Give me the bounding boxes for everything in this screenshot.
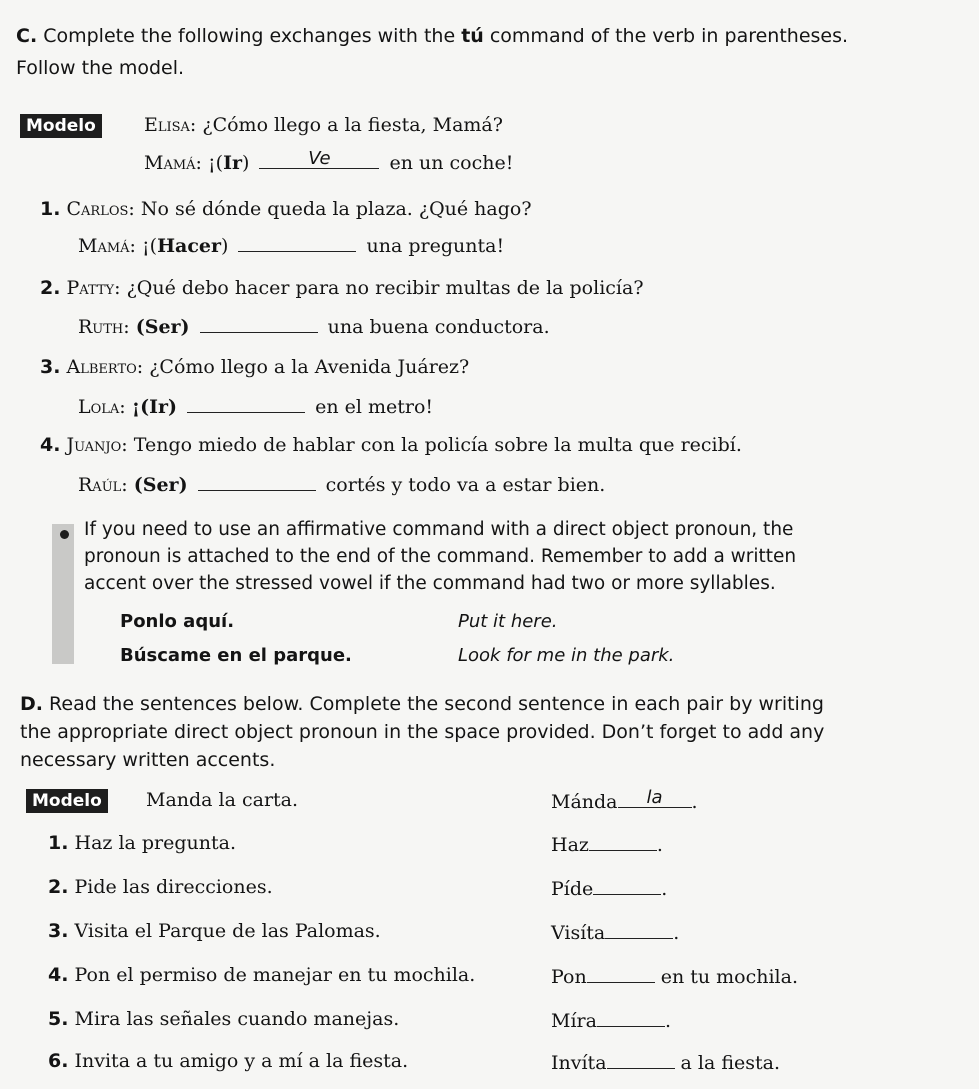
example-spanish: Búscame en el parque.	[120, 645, 352, 666]
suffix: )	[168, 396, 177, 418]
modelo-badge-c: Modelo	[20, 114, 102, 138]
item-number: 2.	[40, 277, 61, 299]
stem: Haz	[551, 834, 589, 856]
instruction-text: Read the sentences below. Complete the second sentence in each pair by writing	[49, 693, 824, 715]
speaker: Mamá:	[78, 235, 136, 257]
d-item-3-answer	[551, 920, 679, 944]
after-text: .	[656, 834, 663, 856]
example-spanish: Ponlo aquí.	[120, 611, 235, 632]
section-d-instructions-3: necessary written accents.	[20, 749, 276, 771]
handwritten-answer: la	[646, 787, 663, 808]
d-item-6	[48, 1050, 408, 1072]
d-item-1	[48, 832, 236, 854]
answer-blank	[259, 150, 379, 169]
after-text: .	[664, 1010, 671, 1032]
answer-blank	[618, 789, 692, 808]
c-item-3-line1	[40, 356, 469, 378]
d-item-4	[48, 964, 475, 986]
c-item-4-line1	[40, 434, 742, 456]
stem: Invíta	[551, 1052, 607, 1074]
c-item-1-line2	[78, 233, 504, 257]
d-model-sentence: Manda la carta.	[146, 789, 299, 811]
c-item-4-line2	[78, 472, 605, 496]
answer-blank[interactable]	[605, 920, 673, 939]
sentence: Mira las señales cuando manejas.	[74, 1008, 400, 1030]
d-item-1-answer	[551, 832, 663, 856]
section-c-instructions-line2: Follow the model.	[16, 57, 185, 79]
item-number: 4.	[40, 434, 61, 456]
after-text: una pregunta!	[366, 235, 505, 257]
verb: Ir	[223, 152, 242, 174]
answer-blank[interactable]	[198, 472, 316, 491]
dialogue: ¿Qué debo hacer para no recibir multas de la policía?	[126, 277, 644, 299]
prefix: ¡(	[142, 235, 158, 257]
example-english: Put it here.	[458, 611, 558, 632]
section-c-letter: C.	[16, 25, 38, 47]
stem: Píde	[551, 878, 594, 900]
speaker: Raúl:	[78, 474, 128, 496]
sentence: Pon el permiso de manejar en tu mochila.	[74, 964, 476, 986]
c-item-3-line2	[78, 394, 433, 418]
prefix: ¡(	[131, 396, 150, 418]
d-item-4-answer	[551, 964, 798, 988]
handwritten-answer: Ve	[308, 148, 331, 169]
suffix: )	[221, 235, 229, 257]
sentence: Invita a tu amigo y a mí a la fiesta.	[74, 1050, 409, 1072]
d-item-5	[48, 1008, 399, 1030]
c-item-2-line2	[78, 314, 550, 338]
tip-line-1: If you need to use an affirmative command with a direct object pronoun, the	[84, 519, 794, 540]
item-number: 3.	[40, 356, 61, 378]
d-model-answer	[551, 789, 698, 813]
modelo-badge-d: Modelo	[26, 789, 108, 813]
stem: Míra	[551, 1010, 597, 1032]
section-d-instructions-2: the appropriate direct object pronoun in the space provided. Don’t forget to add any	[20, 721, 825, 743]
answer-blank[interactable]	[593, 876, 661, 895]
after-text: .	[673, 922, 680, 944]
speaker: Carlos:	[66, 198, 135, 220]
item-number: 4.	[48, 964, 69, 986]
after-text: en un coche!	[389, 152, 514, 174]
after-text: una buena conductora.	[327, 316, 550, 338]
tip-line-2: pronoun is attached to the end of the command. Remember to add a written	[84, 546, 797, 567]
item-number: 6.	[48, 1050, 69, 1072]
verb: Ser	[144, 316, 181, 338]
prefix: (	[133, 474, 143, 496]
suffix: )	[178, 474, 188, 496]
answer-blank[interactable]	[187, 394, 305, 413]
c-item-2-line1	[40, 277, 644, 299]
stem: Pon	[551, 966, 587, 988]
item-number: 3.	[48, 920, 69, 942]
answer-blank[interactable]	[589, 832, 657, 851]
after-text: en tu mochila.	[660, 966, 798, 988]
answer-blank[interactable]	[200, 314, 318, 333]
after-text: en el metro!	[315, 396, 434, 418]
d-item-5-answer	[551, 1008, 671, 1032]
speaker: Patty:	[66, 277, 121, 299]
c-item-1-line1	[40, 198, 532, 220]
section-d-instructions-1	[20, 690, 824, 718]
dialogue: ¿Cómo llego a la Avenida Juárez?	[149, 356, 470, 378]
speaker: Juanjo:	[66, 434, 128, 456]
sentence: Pide las direcciones.	[74, 876, 273, 898]
verb: Hacer	[157, 235, 221, 257]
after-text: a la fiesta.	[680, 1052, 780, 1074]
after-text: cortés y todo va a estar bien.	[325, 474, 606, 496]
stem: Visíta	[551, 922, 606, 944]
bullet-icon	[60, 530, 69, 539]
suffix: )	[180, 316, 190, 338]
model-c-line1	[144, 114, 503, 136]
item-number: 1.	[48, 832, 69, 854]
tip-line-3: accent over the stressed vowel if the command had two or more syllables.	[84, 573, 776, 594]
section-c-instructions	[16, 22, 848, 50]
d-item-3	[48, 920, 381, 942]
instruction-text-end: command of the verb in parentheses.	[483, 25, 849, 47]
dialogue: ¿Cómo llego a la fiesta, Mamá?	[202, 114, 503, 136]
after-text: .	[661, 878, 668, 900]
sentence: Visita el Parque de las Palomas.	[74, 920, 381, 942]
answer-blank[interactable]	[587, 964, 655, 983]
prefix: (	[135, 316, 145, 338]
instruction-text: Complete the following exchanges with the	[43, 25, 462, 47]
answer-blank[interactable]	[597, 1008, 665, 1027]
dialogue: Tengo miedo de hablar con la policía sobre la multa que recibí.	[133, 434, 742, 456]
speaker: Ruth:	[78, 316, 130, 338]
model-c-line2	[144, 150, 513, 174]
suffix: )	[241, 152, 250, 174]
answer-blank[interactable]	[238, 233, 356, 252]
instruction-tu: tú	[461, 25, 484, 47]
dialogue: No sé dónde queda la plaza. ¿Qué hago?	[140, 198, 532, 220]
d-item-6-answer	[551, 1050, 780, 1074]
verb: Ir	[149, 396, 168, 418]
verb: Ser	[142, 474, 179, 496]
speaker: Lola:	[78, 396, 126, 418]
item-number: 1.	[40, 198, 61, 220]
sentence: Haz la pregunta.	[74, 832, 237, 854]
after-text: .	[691, 791, 698, 813]
item-number: 2.	[48, 876, 69, 898]
example-english: Look for me in the park.	[458, 645, 675, 666]
tip-sidebar	[52, 524, 74, 664]
item-number: 5.	[48, 1008, 69, 1030]
speaker: Mamá:	[144, 152, 202, 174]
prefix: ¡(	[208, 152, 224, 174]
d-item-2-answer	[551, 876, 667, 900]
section-d-letter: D.	[20, 693, 43, 715]
speaker: Alberto:	[66, 356, 144, 378]
stem: Mánda	[551, 791, 618, 813]
d-item-2	[48, 876, 273, 898]
speaker: Elisa:	[144, 114, 197, 136]
answer-blank[interactable]	[607, 1050, 675, 1069]
